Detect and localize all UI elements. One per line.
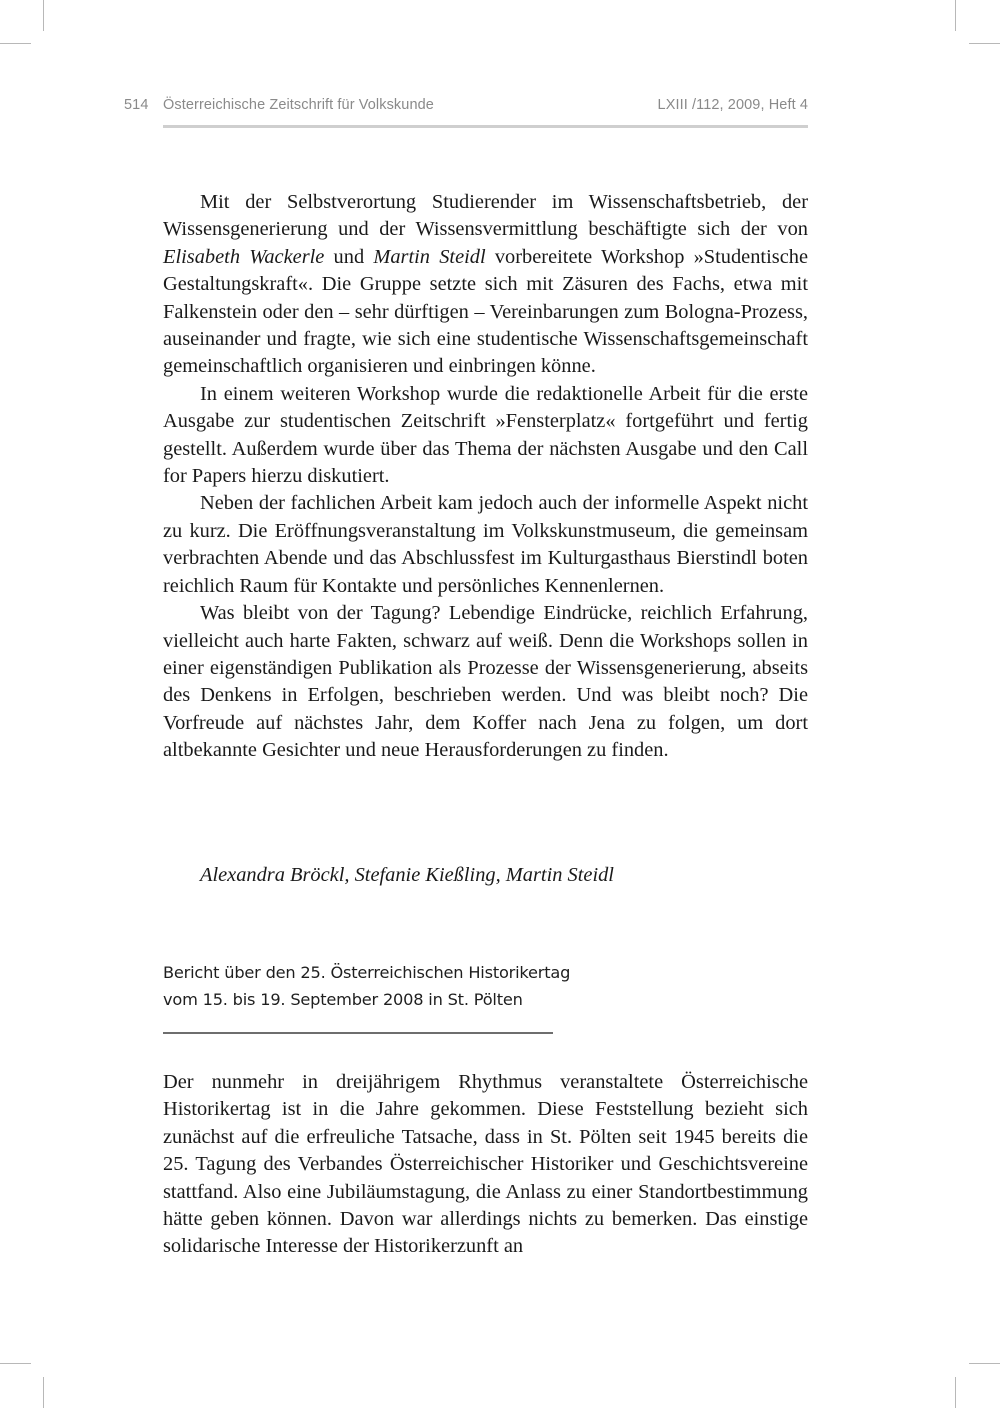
section-heading-line2: vom 15. bis 19. September 2008 in St. Pölten [163,989,523,1009]
crop-mark-bottom-right-vertical [955,1377,956,1408]
section-heading-line1: Bericht über den 25. Österreichischen Historikertag [163,963,571,982]
author-name-emphasis: Martin Steidl [373,245,486,268]
paragraph [163,189,808,381]
crop-mark-bottom-right-horizontal [969,1363,1000,1364]
issue-info: LXIII /112, 2009, Heft 4 [657,97,808,113]
paragraph: In einem weiteren Workshop wurde die redaktionelle Arbeit für die erste Ausgabe zur studentischen Zeitschrift »Fensterplatz« fortgeführt und fertig gestellt. Außerdem wurde über das Thema der nächsten Ausgabe und den Call for Papers hierzu diskutiert. [163,382,808,488]
section-divider [163,1032,553,1034]
article2-body [163,1069,808,1261]
crop-mark-top-left-vertical [43,0,44,31]
authors-signature: Alexandra Bröckl, Stefanie Kießling, Martin Steidl [200,864,614,886]
page-number: 514 [124,97,149,113]
crop-mark-top-right-horizontal [969,43,1000,44]
paragraph: Der nunmehr in dreijährigem Rhythmus veranstaltete Österreichische Historikertag ist in die Jahre gekommen. Diese Feststellung bezieht sich zunächst auf die erfreuliche Tatsache, dass in St. Pölten seit 1945 bereits die 25. Tagung des Verbandes Österreichischer Historiker und Geschichtsvereine stattfand. Also eine Jubiläumstagung, die Anlass zu einer Standortbestimmung hätte geben können. Davon war allerdings nichts zu bemerken. Das einstige solidarische Interesse der Historikerzunft an [163,1071,808,1258]
article1-body [163,189,808,765]
journal-title: Österreichische Zeitschrift für Volkskunde [163,97,434,113]
paragraph-text: und [324,245,374,268]
running-header [124,97,808,119]
paragraph: Neben der fachlichen Arbeit kam jedoch auch der informelle Aspekt nicht zu kurz. Die Eröffnungsveranstaltung im Volkskunstmuseum, die gemeinsam verbrachten Abende und das Abschlussfest im Kulturgasthaus Bierstindl boten reichlich Raum für Kontakte und persönliches Kennenlernen. [163,492,808,597]
paragraph-text: vorbereitete Workshop »Studentische Gestaltungskraft«. Die Gruppe setzte sich mit Zäsuren des Fachs, etwa mit Falkenstein oder den – sehr dürftigen – Vereinbarungen zum Bologna-Prozess, auseinander und fragte, wie sich eine studentische Wissenschaftsgemeinschaft gemeinschaftlich organisieren und einbringen könne. [163,245,808,378]
crop-mark-top-right-vertical [955,0,956,31]
header-divider [163,125,808,128]
section-heading [163,960,683,1013]
author-name-emphasis: Elisabeth Wackerle [163,245,325,268]
crop-mark-bottom-left-horizontal [0,1363,31,1364]
paragraph: Was bleibt von der Tagung? Lebendige Eindrücke, reichlich Erfahrung, vielleicht auch harte Fakten, schwarz auf weiß. Denn die Workshops sollen in einer eigenständigen Publikation als Prozesse der Wissensgenerierung, abseits des Denkens in Erfolgen, beschrieben werden. Und was bleibt noch? Die Vorfreude auf nächstes Jahr, dem Koffer nach Jena zu folgen, um dort altbekannte Gesichter und neue Herausforderungen zu finden. [163,602,808,762]
crop-mark-bottom-left-vertical [43,1377,44,1408]
paragraph-text: Mit der Selbstverortung Studierender im Wissenschaftsbetrieb, der Wissensgenerierung und der Wissensvermittlung beschäftigte sich der von [163,191,808,241]
crop-mark-top-left-horizontal [0,43,31,44]
